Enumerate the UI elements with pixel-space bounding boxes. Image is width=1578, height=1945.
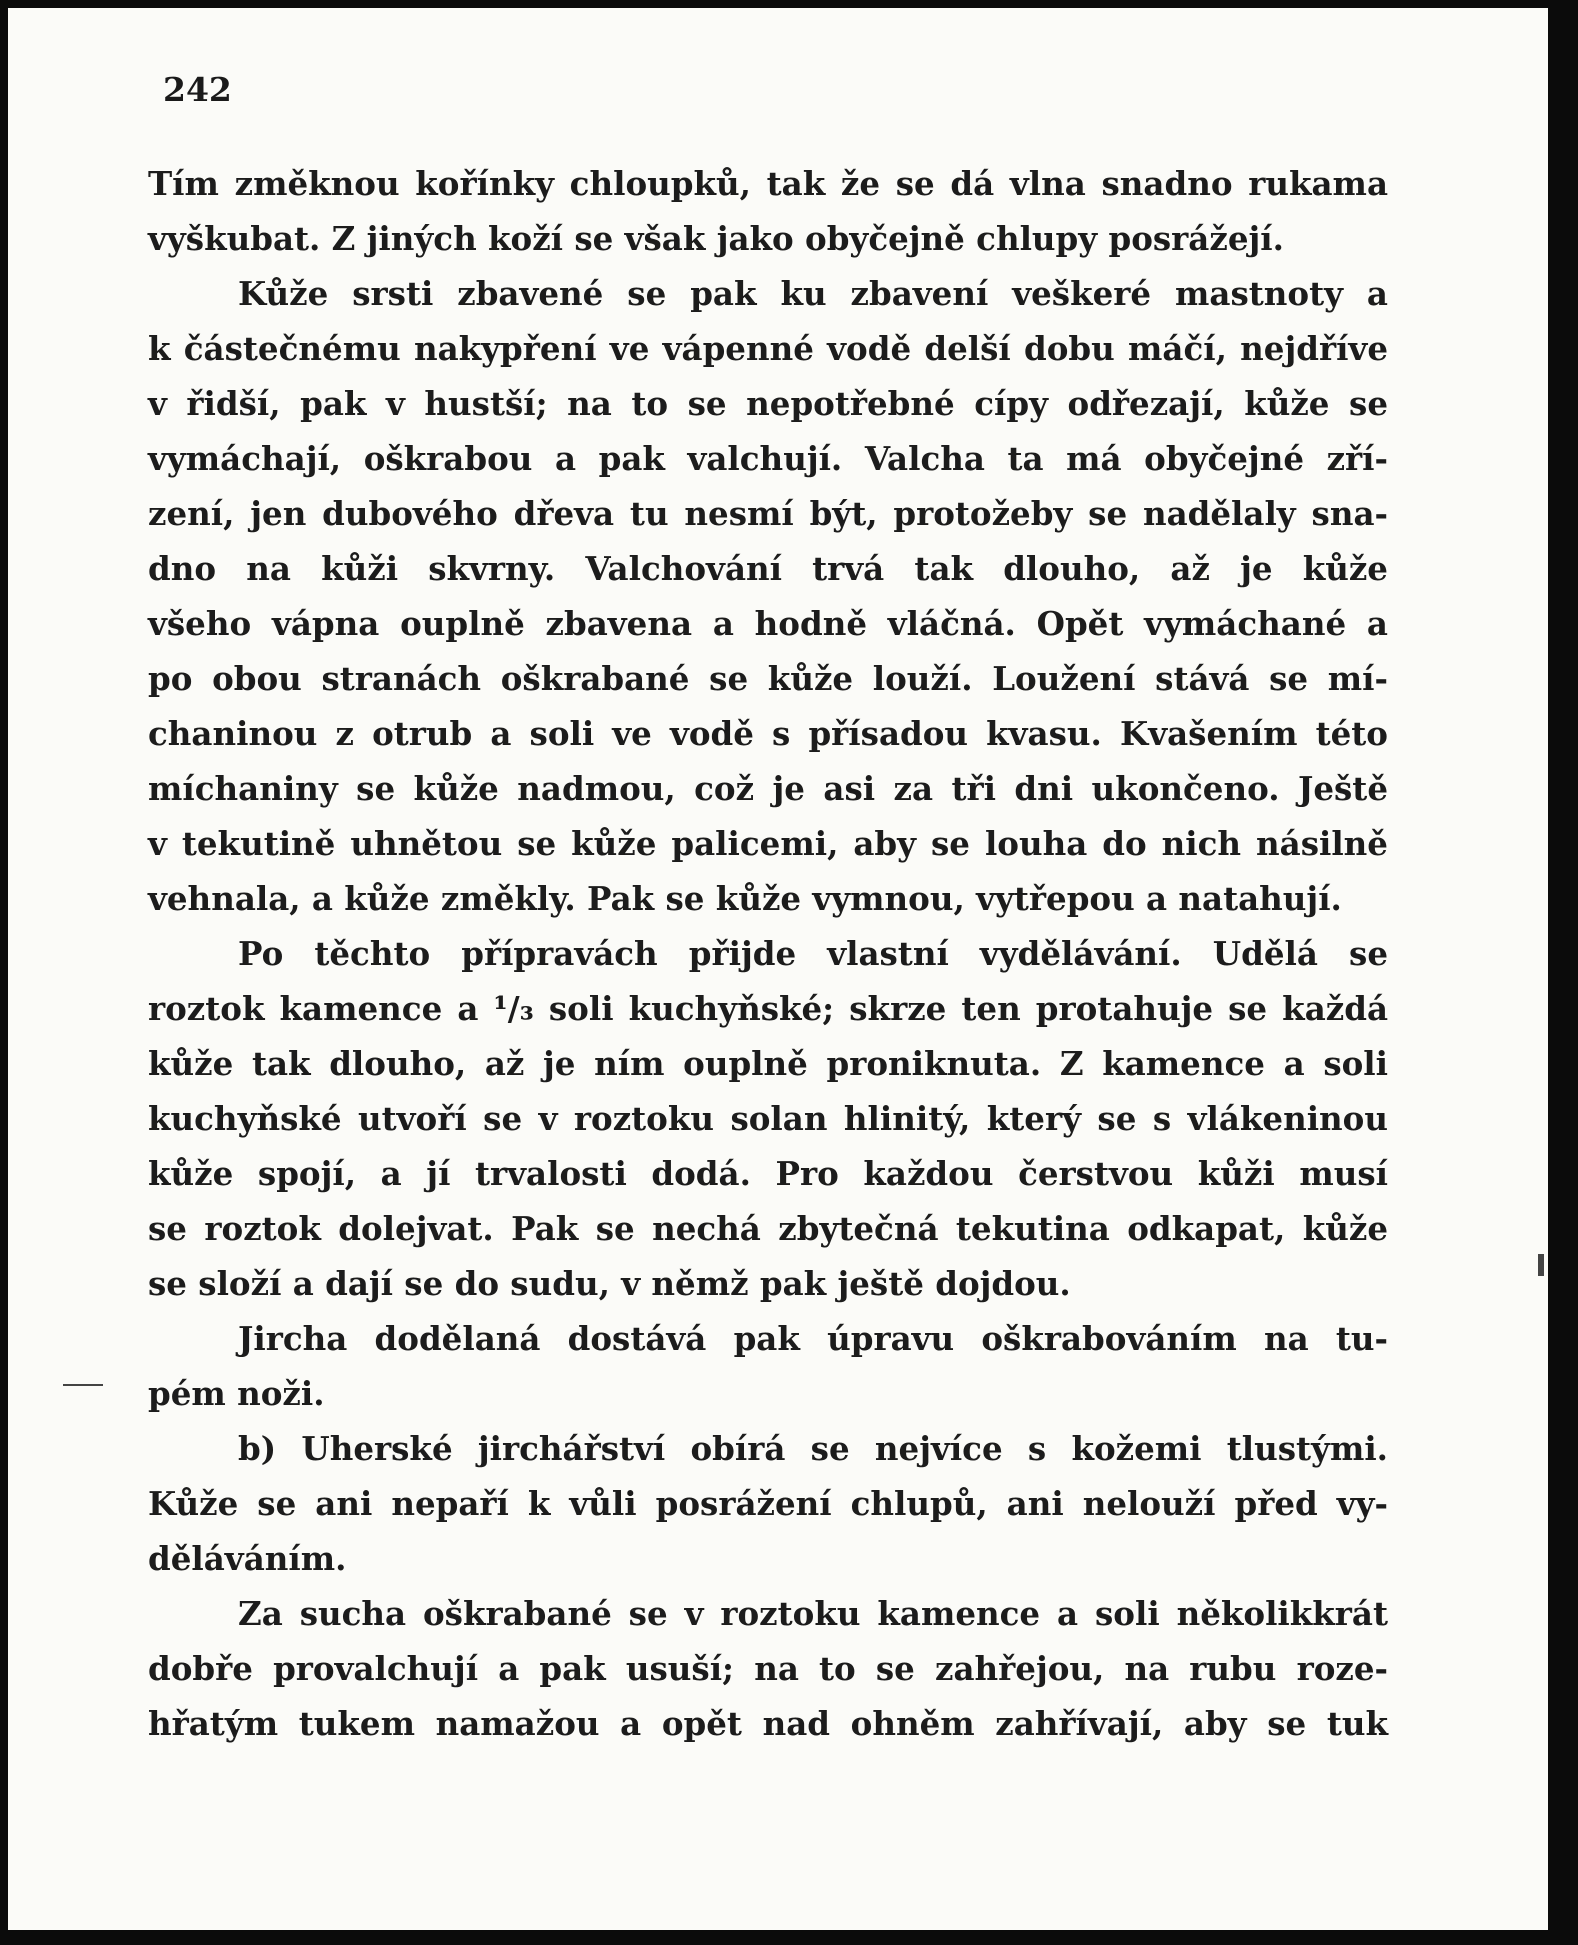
text-line: kůže tak dlouho, až je ním ouplně proniknuta. Z kamence a soli bbox=[148, 1044, 1388, 1083]
text-line: kuchyňské utvoří se v roztoku solan hlinitý, který se s vlákeninou bbox=[148, 1099, 1388, 1138]
text-line: Za sucha oškrabané se v roztoku kamence a soli několikkrát bbox=[238, 1594, 1388, 1633]
text-line: Kůže srsti zbavené se pak ku zbavení veškeré mastnoty a bbox=[238, 274, 1388, 313]
page-number: 242 bbox=[163, 70, 232, 109]
text-line: se složí a dají se do sudu, v němž pak ještě dojdou. bbox=[148, 1264, 1071, 1303]
book-page bbox=[8, 8, 1548, 1930]
text-line: míchaniny se kůže nadmou, což je asi za tři dni ukončeno. Ještě bbox=[148, 769, 1388, 808]
text-line: vehnala, a kůže změkly. Pak se kůže vymnou, vytřepou a natahují. bbox=[148, 879, 1342, 918]
page-edge-mark bbox=[1538, 1254, 1544, 1276]
text-line: všeho vápna ouplně zbavena a hodně vláčná. Opět vymáchané a bbox=[148, 604, 1388, 643]
text-line: Po těchto přípravách přijde vlastní vydělávání. Udělá se bbox=[238, 934, 1388, 973]
text-line: k částečnému nakypření ve vápenné vodě delší dobu máčí, nejdříve bbox=[148, 329, 1388, 368]
text-line: dobře provalchují a pak usuší; na to se zahřejou, na rubu roze- bbox=[148, 1649, 1388, 1688]
text-line: Kůže se ani nepaří k vůli posrážení chlupů, ani nelouží před vy- bbox=[148, 1484, 1388, 1523]
text-line: v tekutině uhnětou se kůže palicemi, aby se louha do nich násilně bbox=[148, 824, 1388, 863]
text-line: b) Uherské jirchářství obírá se nejvíce s kožemi tlustými. bbox=[238, 1429, 1388, 1468]
text-line: hřatým tukem namažou a opět nad ohněm zahřívají, aby se tuk bbox=[148, 1704, 1388, 1743]
text-line: kůže spojí, a jí trvalosti dodá. Pro každou čerstvou kůži musí bbox=[148, 1154, 1388, 1193]
text-line: v řidší, pak v hustší; na to se nepotřebné cípy odřezají, kůže se bbox=[148, 384, 1388, 423]
text-line: děláváním. bbox=[148, 1539, 347, 1578]
page-edge-mark bbox=[63, 1384, 103, 1386]
text-line: dno na kůži skvrny. Valchování trvá tak dlouho, až je kůže bbox=[148, 549, 1388, 588]
text-line: zení, jen dubového dřeva tu nesmí být, protožeby se nadělaly sna- bbox=[148, 494, 1388, 533]
text-line: vyškubat. Z jiných koží se však jako obyčejně chlupy posrážejí. bbox=[148, 219, 1284, 258]
body-text bbox=[148, 156, 1388, 1751]
text-line: Jircha dodělaná dostává pak úpravu oškrabováním na tu- bbox=[238, 1319, 1388, 1358]
text-line: chaninou z otrub a soli ve vodě s přísadou kvasu. Kvašením této bbox=[148, 714, 1388, 753]
text-line: roztok kamence a ¹/₃ soli kuchyňské; skrze ten protahuje se každá bbox=[148, 989, 1388, 1028]
text-line: pém noži. bbox=[148, 1374, 325, 1413]
text-line: vymáchají, oškrabou a pak valchují. Valcha ta má obyčejné zří- bbox=[148, 439, 1388, 478]
text-line: po obou stranách oškrabané se kůže louží. Loužení stává se mí- bbox=[148, 659, 1388, 698]
text-line: Tím změknou kořínky chloupků, tak že se dá vlna snadno rukama bbox=[148, 164, 1388, 203]
text-line: se roztok dolejvat. Pak se nechá zbytečná tekutina odkapat, kůže bbox=[148, 1209, 1388, 1248]
